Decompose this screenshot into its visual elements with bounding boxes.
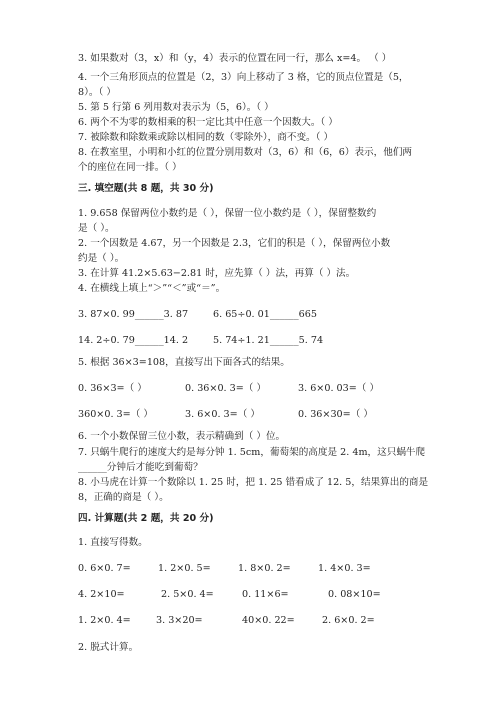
calc-q1: 1. 直接写得数。 (78, 537, 148, 548)
compare-item: 14. 2÷0. 79______14. 2 (78, 335, 189, 346)
fill-q6: 6. 一个小数保留三位小数，表示精确到（ ）位。 (78, 431, 286, 442)
fill-q4: 4. 在横线上填上“＞”“＜”或“＝”。 (78, 283, 226, 294)
fill-q2-line2: 约是（ ）。 (78, 253, 125, 264)
compare-item: 6. 65÷0. 01______665 (213, 309, 317, 320)
calc-item: 1. 4×0. 3= (318, 563, 371, 574)
fill-q5-item: 360×0. 3=（ ） (78, 409, 153, 420)
judge-q6: 6. 两个不为零的数相乘的积一定比其中任意一个因数大。（ ） (78, 117, 338, 128)
fill-q7-line2: ______分钟后才能吃到葡萄？ (78, 462, 203, 473)
calc-item: 0. 08×10= (328, 589, 381, 600)
section-title-fill: 三. 填空题(共 8 题，共 30 分) (78, 183, 214, 194)
judge-q4-line1: 4. 一个三角形顶点的位置是（2，3）向上移动了 3 格，它的顶点位置是（5， (78, 72, 409, 83)
judge-q3: 3. 如果数对（3，x）和（y，4）表示的位置在同一行，那么 x=4。 （ ） (78, 53, 392, 64)
calc-item: 0. 6×0. 7= (78, 563, 131, 574)
fill-q8-line1: 8. 小马虎在计算一个数除以 1. 25 时，把 1. 25 错看成了 12. 5，结果算出的商是 (78, 477, 429, 488)
calc-item: 40×0. 22= (242, 615, 295, 626)
fill-q5-item: 0. 36×3=（ ） (78, 383, 147, 394)
calc-item: 1. 2×0. 4= (78, 615, 131, 626)
calc-item: 1. 8×0. 2= (238, 563, 291, 574)
compare-item: 3. 87×0. 99______3. 87 (78, 309, 189, 320)
judge-q7: 7. 被除数和除数乘或除以相同的数（零除外），商不变。（ ） (78, 132, 334, 143)
fill-q7-line1: 7. 只蜗牛爬行的速度大约是每分钟 1. 5cm，葡萄架的高度是 2. 4m，这只蜗牛爬 (78, 447, 426, 458)
fill-q5-item: 3. 6×0. 03=（ ） (298, 383, 380, 394)
calc-item: 0. 11×6= (242, 589, 289, 600)
judge-q8-line2: 个的座位在同一排。（ ） (78, 162, 182, 173)
calc-item: 2. 6×0. 2= (322, 615, 375, 626)
fill-q8-line2: 8，正确的商是（ ）。 (78, 492, 169, 503)
fill-q2-line1: 2. 一个因数是 4.67，另一个因数是 2.3，它们的积是（ ），保留两位小数 (78, 238, 391, 249)
fill-q1-line1: 1. 9.658 保留两位小数约是（ ），保留一位小数约是（ ），保留整数约 (78, 208, 377, 219)
calc-item: 2. 5×0. 4= (161, 589, 214, 600)
fill-q5-item: 0. 36×0. 3=（ ） (185, 383, 267, 394)
calc-item: 3. 3×20= (156, 615, 203, 626)
fill-q1-line2: 是（ ）。 (78, 223, 115, 234)
fill-q5: 5. 根据 36×3=108，直接写出下面各式的结果。 (78, 357, 290, 368)
fill-q3: 3. 在计算 41.2×5.63−2.81 时，应先算（ ）法，再算（ ）法。 (78, 268, 356, 279)
section-title-calc: 四. 计算题(共 2 题，共 20 分) (78, 513, 214, 524)
judge-q4-line2: 8）。（ ） (78, 87, 116, 98)
calc-item: 1. 2×0. 5= (158, 563, 211, 574)
fill-q5-item: 3. 6×0. 3=（ ） (185, 409, 260, 420)
judge-q5: 5. 第 5 行第 6 列用数对表示为（5，6）。（ ） (78, 102, 274, 113)
calc-q2: 2. 脱式计算。 (78, 642, 139, 653)
judge-q8-line1: 8. 在教室里，小明和小红的位置分别用数对（3，6）和（6，6）表示，他们两 (78, 147, 413, 158)
fill-q5-item: 0. 36×30=（ ） (298, 409, 373, 420)
compare-item: 5. 74÷1. 21______5. 74 (213, 335, 324, 346)
calc-item: 4. 2×10= (78, 589, 125, 600)
